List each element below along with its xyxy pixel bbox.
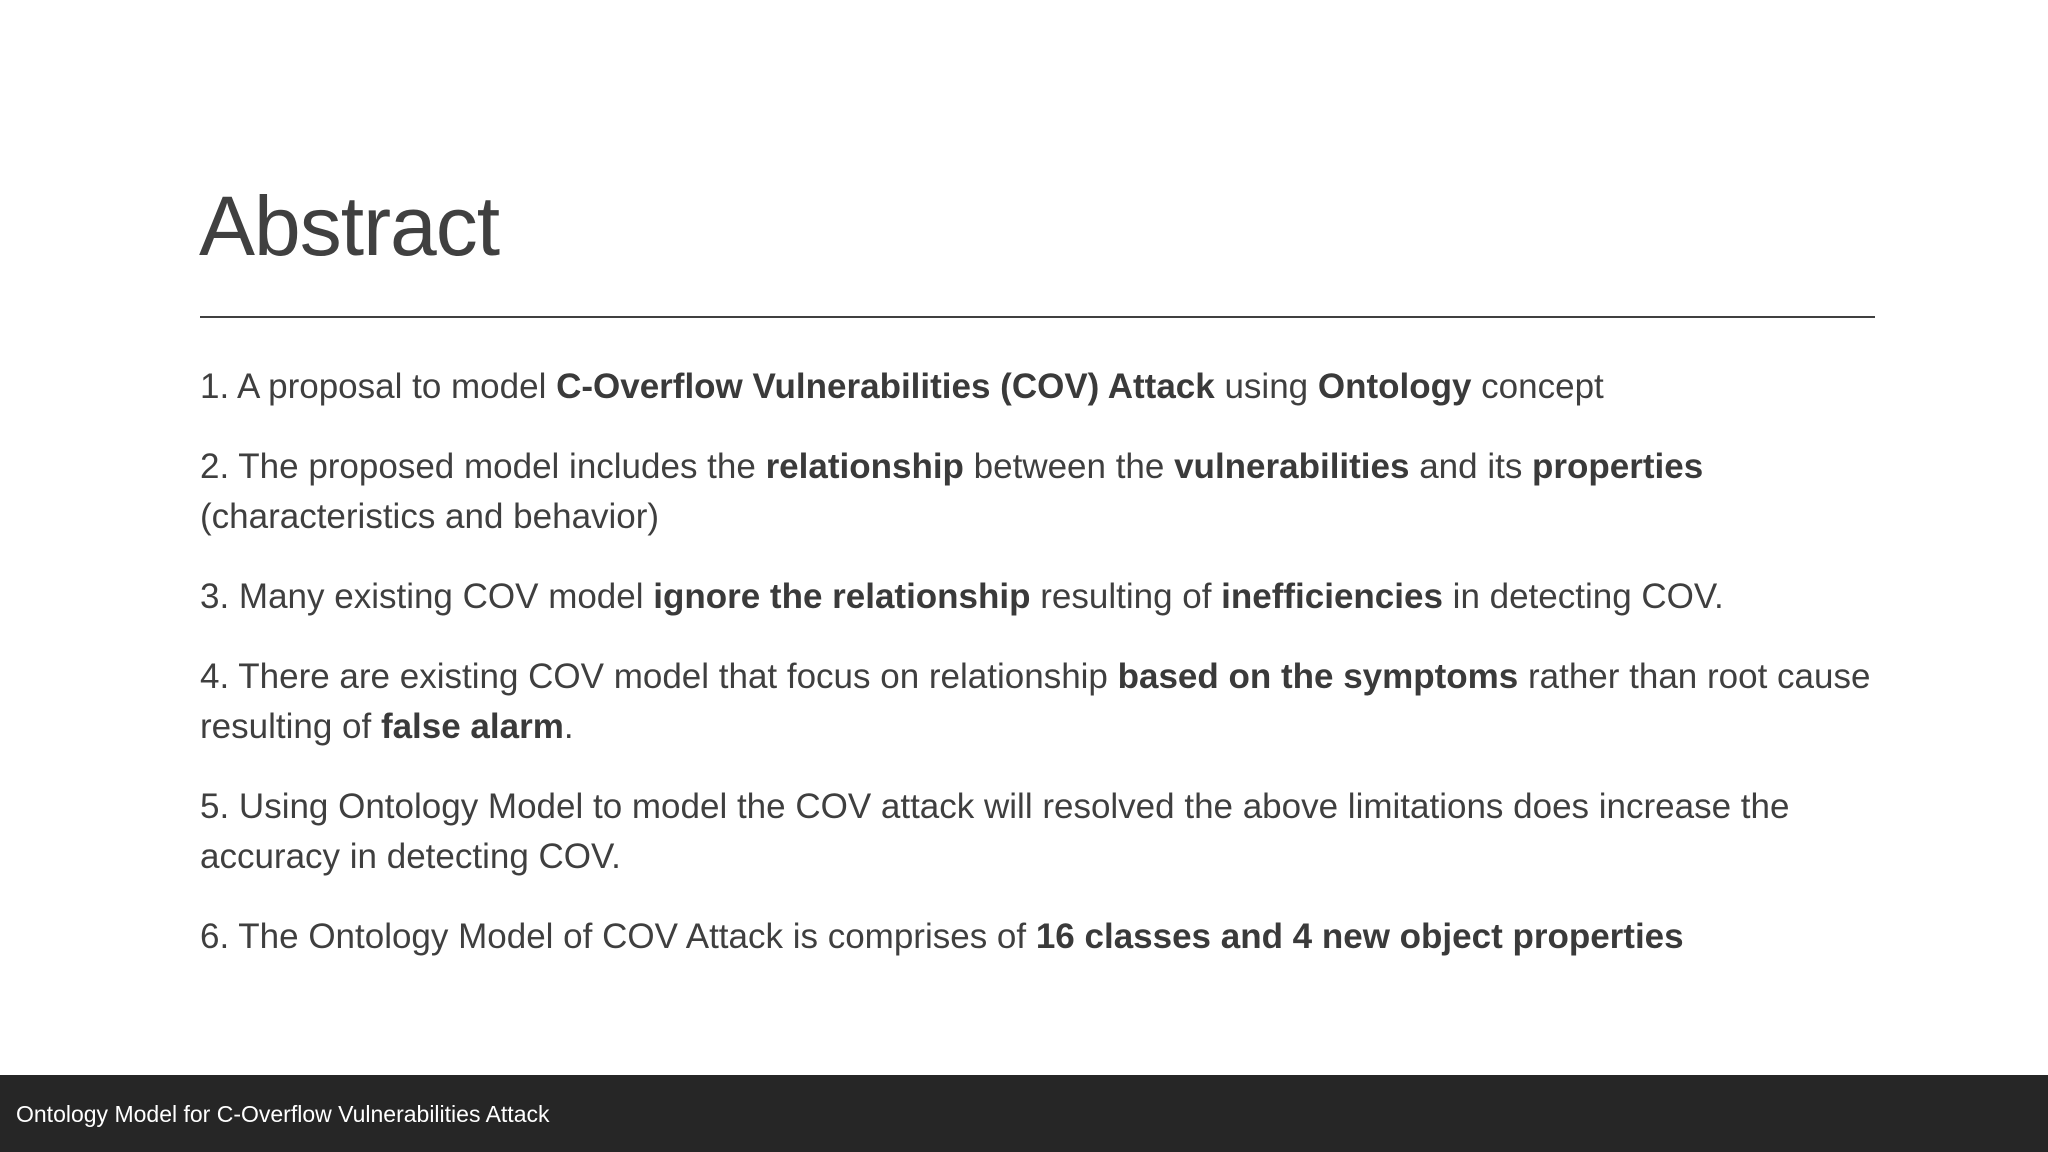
point-6-bold: 16 classes and 4 new object properties <box>1035 917 1684 956</box>
footer-bar <box>0 1075 2048 1152</box>
point-4-bold: false alarm <box>380 707 564 746</box>
abstract-body <box>200 362 1890 992</box>
point-2-text: 2. The proposed model includes the <box>200 447 766 486</box>
point-3-bold: ignore the relationship <box>653 577 1031 616</box>
abstract-point-1 <box>200 362 1890 412</box>
point-1-text: using <box>1214 367 1318 406</box>
point-4-text: rather than root cause resulting of <box>200 657 1871 746</box>
point-4-bold: based on the symptoms <box>1117 657 1519 696</box>
point-2-bold: properties <box>1532 447 1704 486</box>
title-divider <box>200 316 1875 318</box>
slide-title: Abstract <box>199 179 500 273</box>
abstract-point-5 <box>200 782 1890 882</box>
point-4-text: 4. There are existing COV model that focus on relationship <box>200 657 1118 696</box>
abstract-point-6 <box>200 912 1890 962</box>
point-5-text: 5. Using Ontology Model to model the COV attack will resolved the above limitations does increase the accuracy in detecting COV. <box>200 787 1790 876</box>
point-2-text: between the <box>963 447 1175 486</box>
point-4-text: . <box>563 707 574 746</box>
point-2-text: and its <box>1409 447 1533 486</box>
point-6-text: 6. The Ontology Model of COV Attack is comprises of <box>200 917 1036 956</box>
point-1-text: 1. A proposal to model <box>200 367 557 406</box>
point-3-text: 3. Many existing COV model <box>200 577 654 616</box>
point-1-bold: C-Overflow Vulnerabilities (COV) Attack <box>556 367 1215 406</box>
abstract-point-2 <box>200 442 1890 542</box>
point-3-bold: inefficiencies <box>1221 577 1443 616</box>
point-2-text: (characteristics and behavior) <box>200 497 660 536</box>
point-1-text: concept <box>1471 367 1604 406</box>
footer-title: Ontology Model for C-Overflow Vulnerabilities Attack <box>16 1101 550 1127</box>
point-2-bold: vulnerabilities <box>1174 447 1410 486</box>
point-3-text: resulting of <box>1030 577 1222 616</box>
point-2-bold: relationship <box>765 447 964 486</box>
abstract-point-4 <box>200 652 1890 752</box>
point-3-text: in detecting COV. <box>1442 577 1724 616</box>
point-1-bold: Ontology <box>1317 367 1472 406</box>
abstract-point-3 <box>200 572 1890 622</box>
